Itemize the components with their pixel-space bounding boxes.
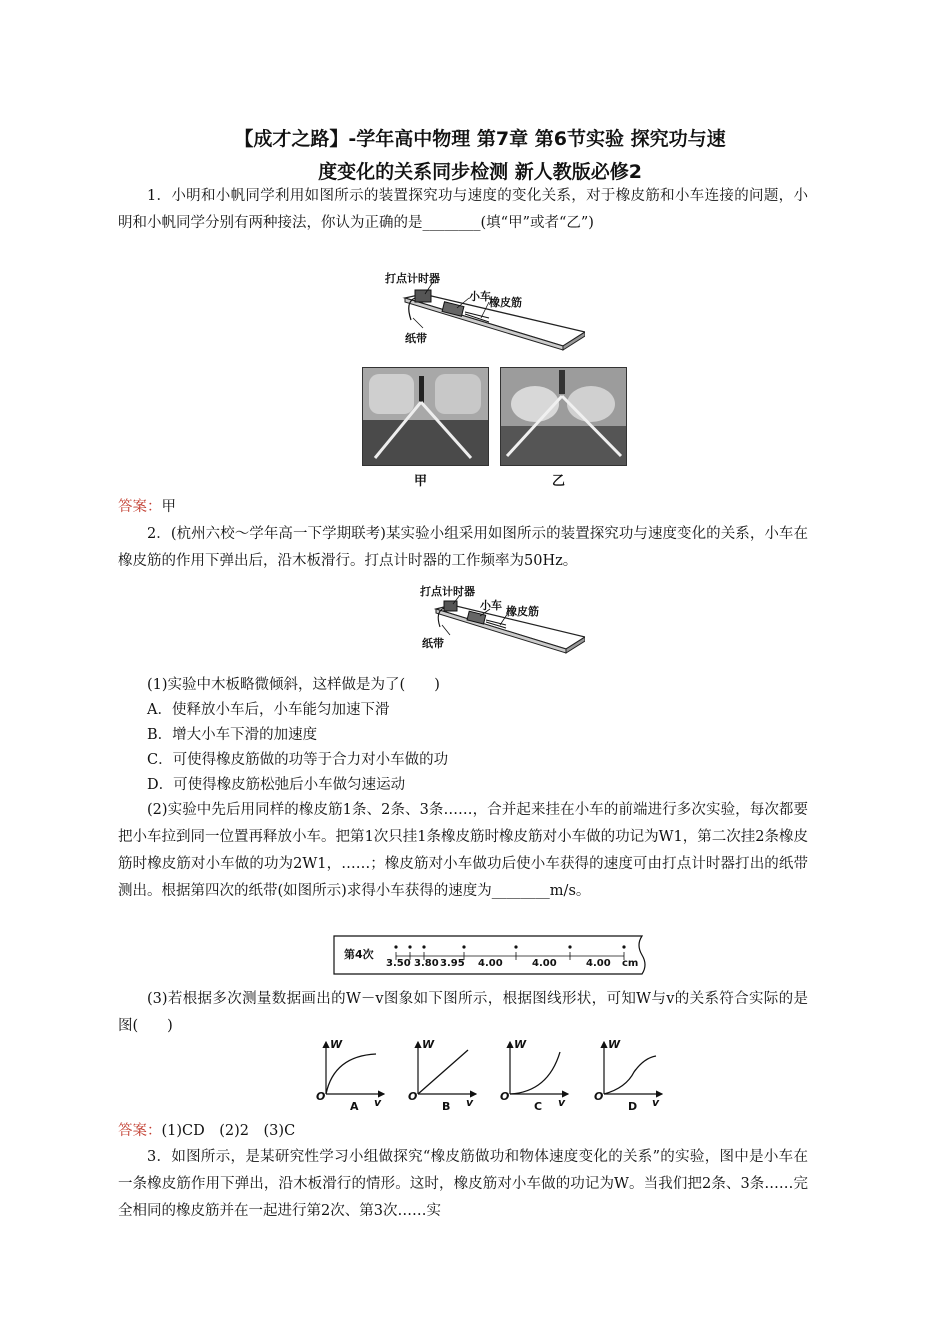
option-d: D．可使得橡皮筋松弛后小车做匀速运动 (147, 777, 406, 793)
question-2-sub1: (1)实验中木板略微倾斜，这样做是为了( ) (147, 677, 440, 693)
graph-b-label: B (442, 1100, 451, 1113)
label-rubber-band-2: 橡皮筋 (506, 605, 539, 618)
graph-d-y: W (608, 1038, 621, 1051)
tape-unit: cm (622, 958, 639, 969)
answer-1-value: 甲 (161, 499, 176, 515)
apparatus-figure-2 (420, 583, 585, 658)
page-title-line-1: 【成才之路】-学年高中物理 第7章 第6节实验 探究功与速 (234, 128, 726, 150)
caption-yi: 乙 (552, 474, 566, 489)
tape-segment-3: 3.95 (440, 958, 465, 969)
tape-segment-4: 4.00 (478, 958, 503, 969)
tape-segment-5: 4.00 (532, 958, 557, 969)
answer-2-value: (1)CD (2)2 (3)C (161, 1123, 296, 1139)
label-rubber-band: 橡皮筋 (489, 296, 522, 309)
graph-a-x: v (374, 1096, 382, 1109)
tape-segment-1: 3.50 (386, 958, 411, 969)
label-timer-2: 打点计时器 (420, 585, 475, 598)
option-b: B．增大小车下滑的加速度 (147, 727, 318, 743)
graph-b-x: v (466, 1096, 474, 1109)
curve-d (604, 1056, 656, 1094)
graph-b-y: W (422, 1038, 435, 1051)
graph-c-y: W (514, 1038, 527, 1051)
graph-b-origin: O (408, 1090, 418, 1103)
label-paper-tape: 纸带 (405, 332, 427, 345)
question-2-sub2: (2)实验中先后用同样的橡皮筋1条、2条、3条……，合并起来挂在小车的前端进行多次实验，每次都要把小车拉到同一位置再释放小车。把第1次只挂1条橡皮筋时橡皮筋对小车做的功记为W1，第二次挂2条橡皮筋时橡皮筋对小车做的功为2W1，……；橡皮筋对小车做功后使小车获得的速度可由打点计时器打出的纸带测出。根据第四次的纸带(如图所示)求得小车获得的速度为________m/s。 (118, 802, 808, 899)
label-timer: 打点计时器 (385, 272, 440, 285)
graph-c-origin: O (500, 1090, 510, 1103)
option-a: A．使释放小车后，小车能匀加速下滑 (147, 702, 390, 718)
question-3-text: 3．如图所示，是某研究性学习小组做探究“橡皮筋做功和物体速度变化的关系”的实验，图中是小车在一条橡皮筋作用下弹出，沿木板滑行的情形。这时，橡皮筋对小车做的功记为W。当我们把2条、3条……完全相同的橡皮筋并在一起进行第2次、第3次……实 (118, 1149, 808, 1219)
tape-label: 第4次 (344, 948, 374, 961)
graph-d-label: D (628, 1100, 638, 1113)
curve-a (326, 1054, 376, 1094)
graph-a-origin: O (316, 1090, 326, 1103)
curve-c (510, 1052, 560, 1094)
graph-d-x: v (652, 1096, 660, 1109)
page-title-line-2: 度变化的关系同步检测 新人教版必修2 (318, 161, 642, 183)
label-paper-tape-2: 纸带 (422, 637, 444, 650)
photo-yi (500, 367, 627, 466)
graph-a-y: W (330, 1038, 343, 1051)
curve-b (418, 1050, 468, 1094)
tape-segment-6: 4.00 (586, 958, 611, 969)
graph-a-label: A (350, 1100, 359, 1113)
question-1-text: 1．小明和小帆同学利用如图所示的装置探究功与速度的变化关系，对于橡皮筋和小车连接的问题，小明和小帆同学分别有两种接法，你认为正确的是________(填“甲”或者“乙”) (118, 188, 808, 231)
graph-c-label: C (534, 1100, 543, 1113)
tape-segment-2: 3.80 (414, 958, 439, 969)
graph-d-origin: O (594, 1090, 604, 1103)
question-2-sub3: (3)若根据多次测量数据画出的W－v图象如下图所示，根据图线形状，可知W与v的关系符合实际的是图( ) (118, 991, 808, 1034)
answer-label: 答案： (118, 499, 162, 515)
caption-jia: 甲 (414, 474, 428, 489)
label-cart: 小车 (469, 290, 491, 303)
graph-c-x: v (558, 1096, 566, 1109)
label-cart-2: 小车 (480, 599, 502, 612)
apparatus-figure-1 (385, 268, 585, 356)
paper-tape-figure (330, 934, 650, 976)
answer-label-2: 答案： (118, 1123, 162, 1139)
answer-1 (118, 494, 808, 521)
wv-graphs (312, 1036, 672, 1114)
question-2-intro: 2．(杭州六校～学年高一下学期联考)某实验小组采用如图所示的装置探究功与速度变化的关系，小车在橡皮筋的作用下弹出后，沿木板滑行。打点计时器的工作频率为50Hz。 (118, 526, 808, 569)
answer-2 (118, 1118, 808, 1145)
photo-jia (362, 367, 489, 466)
option-c: C．可使得橡皮筋做的功等于合力对小车做的功 (147, 752, 449, 768)
